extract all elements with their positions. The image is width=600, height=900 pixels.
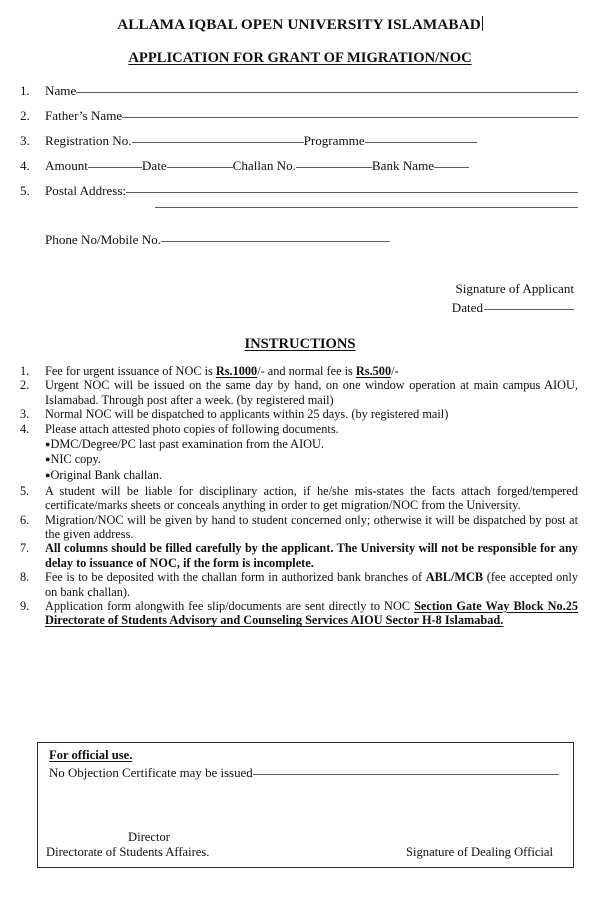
bullet-icon: ● [45,438,51,449]
label-postal-address: Postal Address: [45,183,127,198]
document-label: NIC copy. [50,452,101,467]
input-bank-name[interactable] [434,167,469,168]
list-item [0,452,600,467]
input-postal-address-line1[interactable] [126,192,578,193]
instr8-bank-names: ABL/MCB [425,570,484,585]
instruction-text: Urgent NOC will be issued on the same day by hand, on one window operation at main campus AIOU, Islamabad. Through post after a week. (by registered mail) [45,378,578,407]
form-row-number: 3. [20,133,30,148]
instruction-number: 3. [20,407,30,422]
instr8-part-a: Fee is to be deposited with the challan form in authorized bank branches of [45,570,426,585]
instruction-item [0,541,600,570]
instr9-noc-address: Section Gate Way Block No.25 Directorate of Students Advisory and Counseling Services AIOU Sector H-8 Islamabad. [45,598,578,628]
instruction-item [0,570,600,599]
input-phone-no[interactable] [161,241,390,242]
input-noc-may-be-issued[interactable] [253,774,559,775]
label-dated: Dated [451,300,483,315]
instr1-part-a: Fee for urgent issuance of NOC is [45,364,216,378]
official-use-box [37,742,574,868]
instruction-item [0,422,600,436]
instruction-item [0,599,600,628]
instr9-part-a: Application form alongwith fee slip/documents are sent directly to NOC [45,598,415,613]
official-use-footer [38,830,573,860]
document-label: Original Bank challan. [50,467,163,482]
instructions-list [0,364,600,628]
input-programme[interactable] [365,142,477,143]
instr1-part-c: /- and normal fee is [257,364,356,378]
label-phone-no: Phone No/Mobile No. [45,232,162,247]
label-challan-no: Challan No. [232,158,296,173]
label-amount: Amount [45,158,88,173]
document-header [0,0,600,67]
instruction-item [0,513,600,542]
form-row-postal-address [0,184,600,209]
footer-row [38,845,573,860]
instruction-number: 5. [20,483,30,498]
instruction-item [0,484,600,513]
instr8-part-c: (fee accepted only on bank challan). [45,570,578,599]
instruction-text: A student will be liable for disciplinary action, if he/she mis-states the facts attach forged/tempered certificate/marks sheets or conceals anything in order to get migration/NOC from the University. [45,483,578,513]
instruction-item [0,407,600,421]
input-amount[interactable] [88,167,142,168]
label-programme: Programme [303,133,365,148]
instruction-number: 6. [20,512,30,527]
input-postal-address-line2[interactable] [155,207,578,208]
form-row-payment [0,159,600,184]
form-row-number: 1. [20,83,30,98]
instruction-item [0,364,600,378]
director-title: Director [128,829,170,844]
label-signature-of-dealing-official: Signature of Dealing Official [406,844,553,859]
bullet-icon: ● [45,469,51,480]
instruction-number: 9. [20,598,30,613]
bullet-icon: ● [45,454,51,465]
label-date: Date [141,158,167,173]
instructions-heading: INSTRUCTIONS [244,336,356,352]
label-fathers-name: Father’s Name [45,108,123,123]
instruction-number: 1. [20,364,30,378]
instruction-item [0,378,600,407]
label-signature-of-applicant: Signature of Applicant [455,281,574,296]
document-label: DMC/Degree/PC last past examination from the AIOU. [50,436,324,451]
form-row-postal-address-line2 [0,209,600,233]
instruction-number: 8. [20,570,30,585]
input-fathers-name[interactable] [122,117,578,118]
instruction-text [45,364,600,378]
input-date[interactable] [167,167,233,168]
instr1-part-e: /- [391,364,399,378]
input-challan-no[interactable] [296,167,372,168]
required-documents-list [0,437,600,483]
form-row-number: 5. [20,183,30,198]
label-bank-name: Bank Name [371,158,435,173]
form-row-name [0,84,600,109]
noc-issued-row [38,763,573,781]
directorate-label: Directorate of Students Affaires. [46,844,210,859]
page-title [117,16,483,34]
instr1-normal-fee: Rs.500 [355,364,392,378]
input-registration-no[interactable] [132,142,304,143]
form-row-registration [0,134,600,159]
instruction-text: All columns should be filled carefully by the applicant. The University will not be responsible for any delay to issuance of NOC, if the form is incomplete. [45,541,578,570]
instruction-text [45,599,600,628]
instruction-number: 2. [20,378,30,393]
label-noc-may-be-issued: No Objection Certificate may be issued [49,766,253,780]
list-item [0,468,600,483]
text-cursor-icon [482,16,483,31]
input-dated[interactable] [484,309,574,310]
form-row-number: 2. [20,108,30,123]
instruction-text: Please attach attested photo copies of following documents. [45,421,339,436]
instruction-text: Migration/NOC will be given by hand to student concerned only; otherwise it will be dispatched by post at the given address. [45,512,578,542]
official-use-heading: For official use. [49,748,133,762]
page-title-text: ALLAMA IQBAL OPEN UNIVERSITY ISLAMABAD [117,16,481,33]
form-row-fathers-name [0,109,600,134]
applicant-signature-block [0,281,600,316]
list-item [0,437,600,452]
form-row-phone [0,233,600,263]
form-row-number: 4. [20,158,30,173]
instr1-urgent-fee: Rs.1000 [215,364,258,378]
application-form-fields [0,84,600,263]
dated-row [0,300,574,316]
instruction-number: 4. [20,421,30,436]
instruction-number: 7. [20,541,30,556]
label-name: Name [45,83,77,98]
input-name[interactable] [76,92,578,93]
instruction-text: Normal NOC will be dispatched to applicants within 25 days. (by registered mail) [45,407,449,422]
instruction-text [45,570,600,599]
page-subtitle: APPLICATION FOR GRANT OF MIGRATION/NOC [128,50,472,66]
label-registration-no: Registration No. [45,133,132,148]
